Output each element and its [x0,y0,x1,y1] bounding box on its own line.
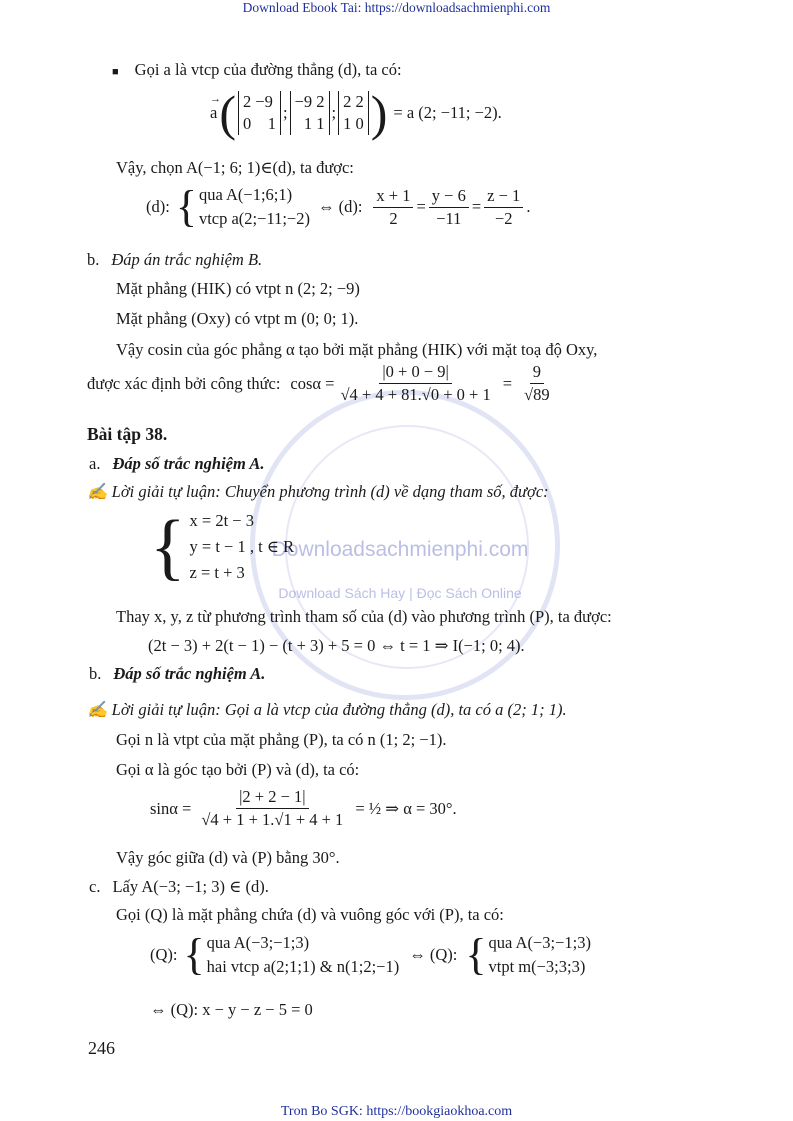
part-b-heading: b. Đáp số trắc nghiệm A. [89,664,266,683]
sine-formula: sinα = $\frac{|2 + 2 - 1|}{√4 + 1 + 1.√1 + 4 + 1}$ = ½ ⇒ α = 30°. [150,787,457,829]
substitution-text: Thay x, y, z từ phương trình tham số của (d) vào phương trình (P), ta được: [116,607,612,626]
cosine-formula: được xác định bởi công thức: cosα = $\frac{|0 + 0 - 9|}{√4 + 4 + 81.√0 + 0 + 1}$ = $\frac{9}{√89}$ [87,362,550,404]
plane-q-system: (Q): { qua A(−3;−1;3) hai vtcp a(2;1;1) & n(1;2;−1) ⇔ (Q): { qua A(−3;−1;3) vtpt m(−3;3;3) [150,930,591,979]
exercise-title: Bài tập 38. [87,424,168,444]
choose-point-text: Vậy, chọn A(−1; 6; 1)∈(d), ta được: [116,158,354,177]
page-number: 246 [88,1038,115,1058]
part-a-heading: a. Đáp số trắc nghiệm A. [89,454,265,473]
plane-q-equation: ⇔ (Q): x − y − z − 5 = 0 [150,1000,313,1019]
bullet-line: ■ Gọi a là vtcp của đường thẳng (d), ta có: [112,60,402,79]
matrix-1: 2 −9 0 1 [238,91,281,135]
line-d-equation: (d): { qua A(−1;6;1) vtcp a(2;−11;−2) ⇔ (d): $\frac{x + 1}{2}$ = $\frac{y - 6}{-11}$ = $\frac{z - 1}{-2}$ . [146,182,531,231]
plane-hik-normal: Mặt phẳng (HIK) có vtpt n (2; 2; −9) [116,279,360,298]
watermark-title: Downloadsachmienphi.com [271,538,529,561]
angle-conclusion: Vậy góc giữa (d) và (P) bằng 30°. [116,848,340,867]
part-c-take-point: c. Lấy A(−3; −1; 3) ∈ (d). [89,877,269,896]
plane-oxy-normal: Mặt phẳng (Oxy) có vtpt m (0; 0; 1). [116,309,359,328]
cosine-statement: Vậy cosin của góc phẳng α tạo bởi mặt phẳng (HIK) với mặt toạ độ Oxy, [116,340,598,359]
prev-part-b-heading: b. Đáp án trắc nghiệm B. [87,250,263,269]
matrix-2: −9 2 1 1 [290,91,330,135]
plane-q-definition: Gọi (Q) là mặt phẳng chứa (d) và vuông góc với (P), ta có: [116,905,504,924]
parametric-system: { x = 2t − 3 y = t − 1 , t ∈ R z = t + 3 [150,506,295,588]
part-a-solution-intro: ✍ Lời giải tự luận: Chuyển phương trình (d) về dạng tham số, được: [87,482,549,501]
part-b-solution-intro: ✍ Lời giải tự luận: Gọi a là vtcp của đường thẳng (d), ta có a (2; 1; 1). [87,700,567,719]
matrix-3: 2 2 1 0 [338,91,369,135]
angle-definition: Gọi α là góc tạo bởi (P) và (d), ta có: [116,760,360,779]
normal-vector-text: Gọi n là vtpt của mặt phẳng (P), ta có n (1; 2; −1). [116,730,447,749]
header-download-link[interactable]: Download Ebook Tai: https://downloadsachmienphi.com [242,0,551,15]
watermark-subtitle: Download Sách Hay | Đọc Sách Online [278,585,522,601]
part-a-calculation: (2t − 3) + 2(t − 1) − (t + 3) + 5 = 0 ⇔ t = 1 ⇒ I(−1; 0; 4). [148,636,525,655]
determinant-line: → a ( 2 −9 0 1 ; −9 2 1 1 ; 2 2 1 0 ) = a (2; −11; −2). [210,88,502,138]
bullet-icon: ■ [112,66,119,78]
footer-textbook-link[interactable]: Tron Bo SGK: https://bookgiaokhoa.com [280,1104,513,1119]
